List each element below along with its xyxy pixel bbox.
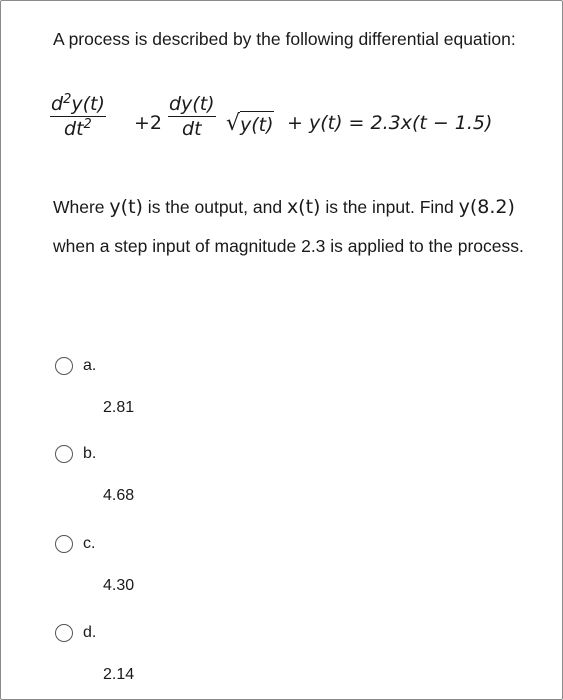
option-letter: a. bbox=[83, 357, 97, 374]
square-root-argument: y(t) bbox=[240, 111, 274, 137]
question-text: Where bbox=[53, 197, 110, 217]
option-value: 2.14 bbox=[103, 666, 135, 683]
output-symbol: y(t) bbox=[109, 196, 143, 218]
option-value: 2.81 bbox=[103, 399, 135, 416]
second-derivative-numerator: $d^2y(t)$ bbox=[51, 92, 105, 115]
radio-button-icon[interactable] bbox=[55, 535, 73, 553]
differential-equation bbox=[50, 92, 550, 162]
second-derivative-fraction bbox=[50, 92, 106, 141]
option-letter: d. bbox=[83, 624, 97, 641]
input-symbol: x(t) bbox=[286, 196, 321, 218]
radical-sign: √ bbox=[226, 111, 241, 136]
question-body bbox=[53, 188, 533, 266]
question-text: is the input. Find bbox=[320, 197, 459, 217]
first-derivative-numerator: dy(t) bbox=[169, 93, 215, 115]
option-letter: c. bbox=[83, 535, 96, 552]
radio-button-icon[interactable] bbox=[55, 624, 73, 642]
radio-button-icon[interactable] bbox=[55, 445, 73, 463]
plus-two-coefficient: +2 bbox=[134, 112, 163, 134]
option-letter: b. bbox=[83, 445, 97, 462]
question-text: when a step input of magnitude 2.3 is applied to the process. bbox=[53, 236, 524, 256]
first-derivative-denominator: dt bbox=[182, 118, 202, 141]
second-derivative-denominator: $dt^2$ bbox=[64, 117, 92, 141]
first-derivative-fraction bbox=[168, 92, 216, 141]
question-intro: A process is described by the following differential equation: bbox=[53, 29, 516, 49]
question-text: is the output, and bbox=[142, 197, 287, 217]
target-symbol: y(8.2) bbox=[458, 196, 515, 218]
option-value: 4.68 bbox=[103, 487, 135, 504]
equation-rhs: + y(t) = 2.3x(t − 1.5) bbox=[287, 112, 493, 134]
radio-button-icon[interactable] bbox=[55, 357, 73, 375]
option-value: 4.30 bbox=[103, 577, 135, 594]
